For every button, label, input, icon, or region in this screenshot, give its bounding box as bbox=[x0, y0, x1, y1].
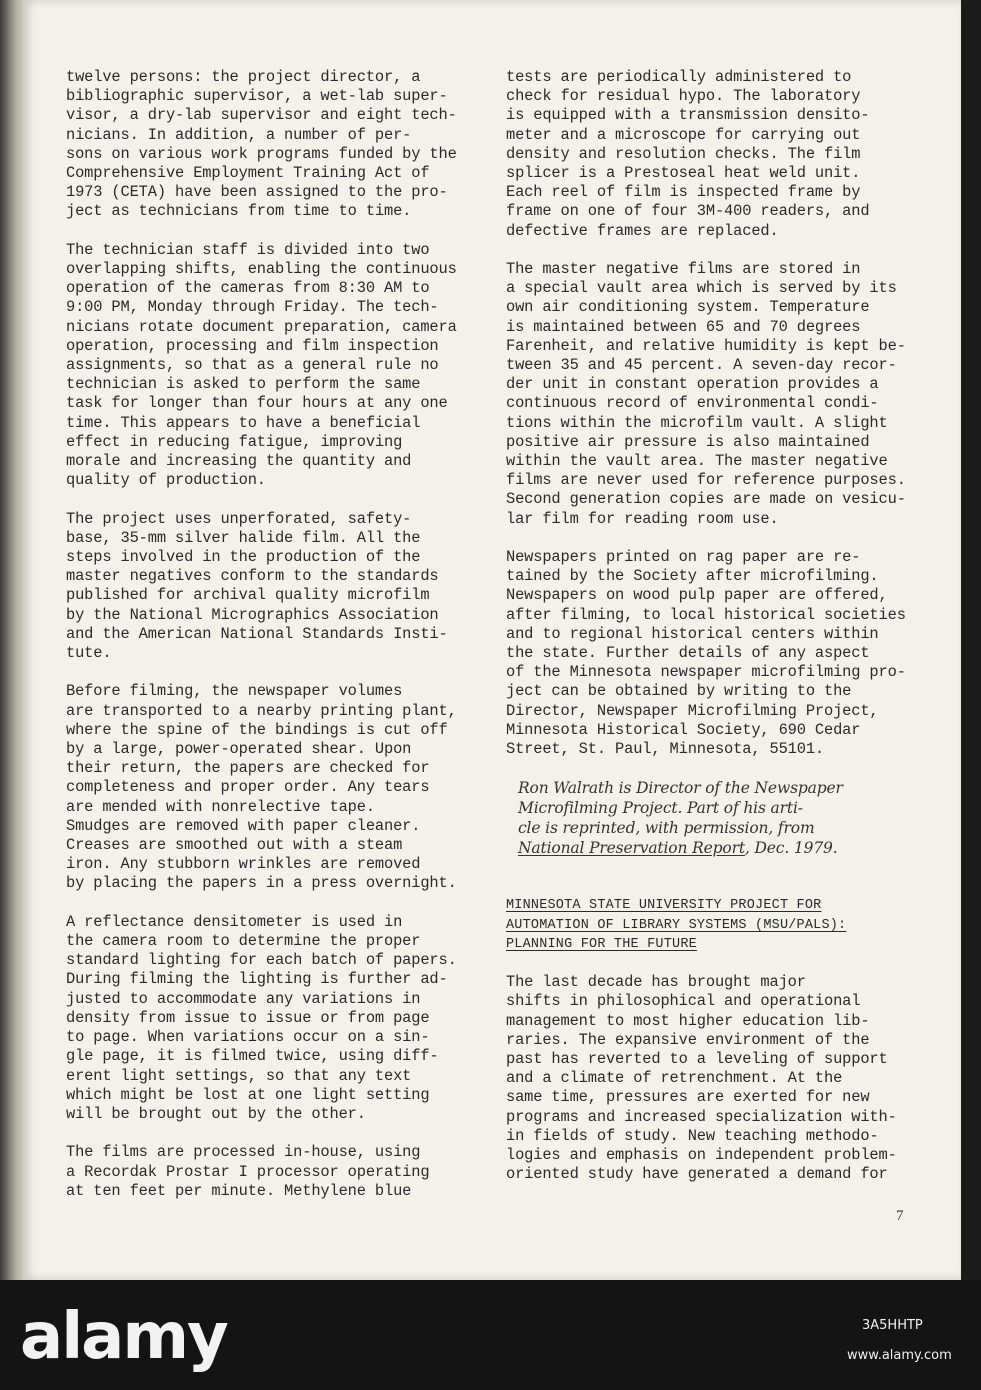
paragraph: The films are processed in-house, using a Recordak Prostar I processor operating at ten feet per minute. Methylene blue bbox=[66, 1143, 430, 1200]
paragraph: The technician staff is divided into two overlapping shifts, enabling the continuous operation of the cameras from 8:30 AM to 9:00 PM, Monday through Friday. The tech- nicians rotate document preparation, camera operation, processing and film inspection assignments, so that as a general rule no technician is asked to perform the same task for longer than four hours at any one time. This appears to have a beneficial effect in reducing fatigue, improving morale and increasing the quantity and quality of production. bbox=[66, 240, 457, 490]
paragraph: Before filming, the newspaper volumes are transported to a nearby printing plant, where the spine of the bindings is cut off by a large, power-operated shear. Upon their return, the papers are checked for completeness and proper order. Any tears are mended with nonrelective tape. Smudges are removed with paper cleaner. Creases are smoothed out with a steam iron. Any stubborn wrinkles are removed by placing the papers in a press overnight. bbox=[66, 682, 457, 893]
paragraph: A reflectance densitometer is used in the camera room to determine the proper standard lighting for each batch of papers. During filming the lighting is further ad- justed to accommodate any variations in density from issue to issue or from page to page. When variations occur on a sin- gle page, it is filmed twice, using diff- erent light settings, so that any text which might be lost at one light setting will be brought out by the other. bbox=[66, 912, 457, 1123]
paragraph: The master negative films are stored in a special vault area which is served by its own air conditioning system. Temperature is maintained between 65 and 70 degrees Farenheit, and relative humidity is kept be- tween 35 and 45 percent. A seven-day recor- der unit in constant operation provides a continuous record of environmental condi- tions within the microfilm vault. A slight positive air pressure is also maintained within the vault area. The master negative films are never used for reference purposes. Second generation copies are made on vesicu- lar film for reading room use. bbox=[506, 260, 906, 528]
watermark-image-id: 3A5HHTP bbox=[862, 1318, 923, 1333]
author-note-date: , Dec. 1979. bbox=[744, 839, 838, 858]
page-number: 7 bbox=[896, 1208, 904, 1224]
watermark-site: www.alamy.com bbox=[847, 1348, 952, 1363]
paragraph: tests are periodically administered to check for residual hypo. The laboratory is equipped with a transmission densito- meter and a microscope for carrying out density and resolution checks. The film splicer is a Prestoseal heat weld unit. Each reel of film is inspected frame by frame on one of four 3M-400 readers, and defective frames are replaced. bbox=[506, 68, 870, 240]
watermark-logo: alamy bbox=[20, 1300, 227, 1374]
right-column bbox=[506, 68, 926, 1204]
document-page bbox=[22, 0, 961, 1280]
author-note bbox=[518, 778, 926, 858]
author-note-text: Ron Walrath is Director of the Newspaper Microfilming Project. Part of his arti- cle is reprinted, with permission, from bbox=[518, 779, 843, 838]
section-heading: MINNESOTA STATE UNIVERSITY PROJECT FOR AUTOMATION OF LIBRARY SYSTEMS (MSU/PALS): PLANNING FOR THE FUTURE bbox=[506, 898, 847, 952]
author-note-source: National Preservation Report bbox=[518, 839, 745, 858]
paragraph: The last decade has brought major shifts in philosophical and operational management to most higher education lib- raries. The expansive environment of the past has reverted to a leveling of support and a climate of retrenchment. At the same time, pressures are exerted for new programs and increased specialization with- in fields of study. New teaching methodo- logies and emphasis on independent problem- oriented study have generated a demand for bbox=[506, 973, 897, 1184]
paragraph: twelve persons: the project director, a bibliographic supervisor, a wet-lab super- visor, a dry-lab supervisor and eight tech- nicians. In addition, a number of per- sons on various work programs funded by the Comprehensive Employment Training Act of 1973 (CETA) have been assigned to the pro- ject as technicians from time to time. bbox=[66, 68, 457, 221]
left-column bbox=[66, 68, 478, 1220]
paragraph: The project uses unperforated, safety- base, 35-mm silver halide film. All the steps involved in the production of the master negatives conform to the standards published for archival quality microfilm by the National Micrographics Association and the American National Standards Insti- tute. bbox=[66, 509, 448, 663]
paragraph: Newspapers printed on rag paper are re- tained by the Society after microfilming. Newspapers on wood pulp paper are offered, after filming, to local historical societies and to regional historical centers within the state. Further details of any aspect of the Minnesota newspaper microfilming pro- ject can be obtained by writing to the Director, Newspaper Microfilming Project, Minnesota Historical Society, 690 Cedar Street, St. Paul, Minnesota, 55101. bbox=[506, 548, 906, 759]
